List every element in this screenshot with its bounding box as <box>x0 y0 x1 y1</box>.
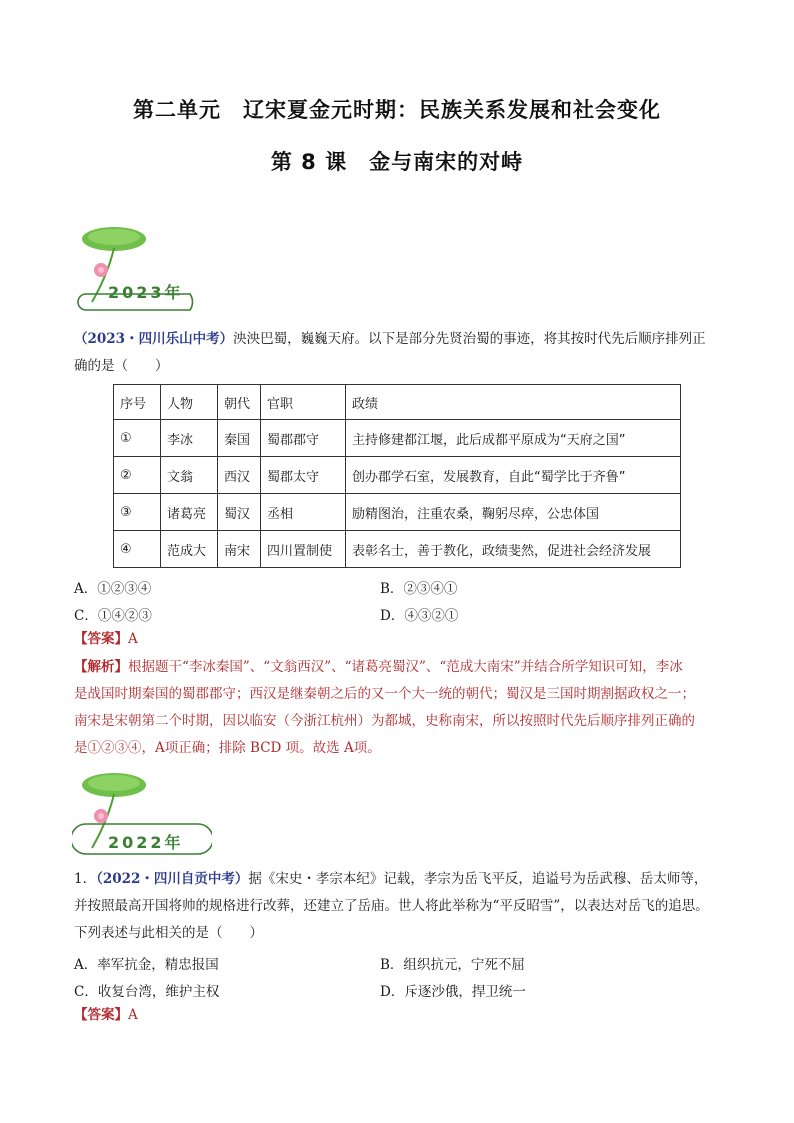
q1-stem <box>74 326 724 380</box>
table-cell: 励精图治，注重农桑，鞠躬尽瘁，公忠体国 <box>346 494 681 531</box>
table-cell: 创办郡学石室，发展教育，自此“蜀学比于齐鲁” <box>346 457 681 494</box>
q1-option-d[interactable]: D．④③②① <box>380 608 459 624</box>
answer-label: 【答案】 <box>74 1007 128 1023</box>
q1-stem-line2: 确的是（ ） <box>74 358 169 374</box>
table-cell: 表彰名士，善于教化，政绩斐然，促进社会经济发展 <box>346 531 681 568</box>
table-cell: 蜀郡郡守 <box>261 420 346 457</box>
q1-stem-line1: 泱泱巴蜀，巍巍天府。以下是部分先贤治蜀的事迹，将其按时代先后顺序排列正 <box>233 331 706 347</box>
table-cell: 西汉 <box>218 457 261 494</box>
q2-stem-line3: 下列表述与此相关的是（ ） <box>74 925 263 941</box>
q1-table <box>113 384 681 568</box>
table-header-cell: 官职 <box>261 385 346 420</box>
analysis-line: 是①②③④，A项正确；排除 BCD 项。故选 A项。 <box>74 740 381 756</box>
year-label: 2023年 <box>108 283 184 302</box>
table-row <box>114 531 681 568</box>
table-cell: 秦国 <box>218 420 261 457</box>
answer-label: 【答案】 <box>74 631 128 647</box>
q2-source: （2022・四川自贡中考） <box>96 871 249 887</box>
q2-stem-line1: 据《宋史・孝宗本纪》记载，孝宗为岳飞平反，追谥号为岳武穆、岳太师等， <box>248 871 708 887</box>
table-header-cell: 政绩 <box>346 385 681 420</box>
table-cell: 四川置制使 <box>261 531 346 568</box>
q1-source: （2023・四川乐山中考） <box>74 331 234 347</box>
analysis-line: 南宋是宋朝第二个时期，因以临安（今浙江杭州）为都城，史称南宋，所以按照时代先后顺序排列正确的 <box>74 713 695 729</box>
unit-title: 第二单元 辽宋夏金元时期：民族关系发展和社会变化 <box>133 98 661 122</box>
year-label: 2022年 <box>108 833 184 852</box>
year-badge-2022 <box>72 770 212 860</box>
lesson-title: 第 8 课 金与南宋的对峙 <box>270 150 524 174</box>
q2-stem <box>74 866 724 947</box>
table-cell: ③ <box>114 494 161 531</box>
q2-number: 1． <box>74 871 97 887</box>
table-cell: 南宋 <box>218 531 261 568</box>
answer-value: A <box>128 631 138 647</box>
table-row <box>114 457 681 494</box>
table-cell: 文翁 <box>161 457 218 494</box>
table-cell: 主持修建都江堰，此后成都平原成为“天府之国” <box>346 420 681 457</box>
q1-option-b[interactable]: B．②③④① <box>380 581 458 597</box>
table-cell: 蜀郡太守 <box>261 457 346 494</box>
q2-option-d[interactable]: D．斥逐沙俄，捍卫统一 <box>380 984 526 1000</box>
analysis-line: 根据题干“李冰秦国”、“文翁西汉”、“诸葛亮蜀汉”、“范成大南宋”并结合所学知识可知，李冰 <box>128 659 683 675</box>
q1-option-c[interactable]: C．①④②③ <box>74 608 152 624</box>
table-cell: 丞相 <box>261 494 346 531</box>
table-cell: ④ <box>114 531 161 568</box>
q2-option-a[interactable]: A．率军抗金，精忠报国 <box>74 957 219 973</box>
table-cell: ① <box>114 420 161 457</box>
q2-option-b[interactable]: B．组织抗元，宁死不屈 <box>380 957 525 973</box>
table-header-cell: 序号 <box>114 385 161 420</box>
table-row <box>114 420 681 457</box>
table-row <box>114 494 681 531</box>
table-header-cell: 人物 <box>161 385 218 420</box>
analysis-line: 是战国时期秦国的蜀郡郡守；西汉是继秦朝之后的又一个大一统的朝代；蜀汉是三国时期割据政权之一； <box>74 686 695 702</box>
table-cell: 范成大 <box>161 531 218 568</box>
table-header-cell: 朝代 <box>218 385 261 420</box>
table-cell: 蜀汉 <box>218 494 261 531</box>
table-cell: 诸葛亮 <box>161 494 218 531</box>
q1-answer <box>74 626 724 653</box>
table-cell: 李冰 <box>161 420 218 457</box>
q2-option-c[interactable]: C．收复台湾，维护主权 <box>74 984 220 1000</box>
table-header-row <box>114 385 681 420</box>
answer-value: A <box>128 1007 138 1023</box>
q2-answer <box>74 1002 724 1029</box>
q1-analysis <box>74 654 734 762</box>
table-cell: ② <box>114 457 161 494</box>
year-badge-2023 <box>72 224 212 314</box>
q1-option-a[interactable]: A．①②③④ <box>74 581 152 597</box>
analysis-label: 【解析】 <box>74 659 128 675</box>
q2-stem-line2: 并按照最高开国将帅的规格进行改葬，还建立了岳庙。世人将此举称为“平反昭雪”，以表达对岳飞的追思。 <box>74 898 709 914</box>
